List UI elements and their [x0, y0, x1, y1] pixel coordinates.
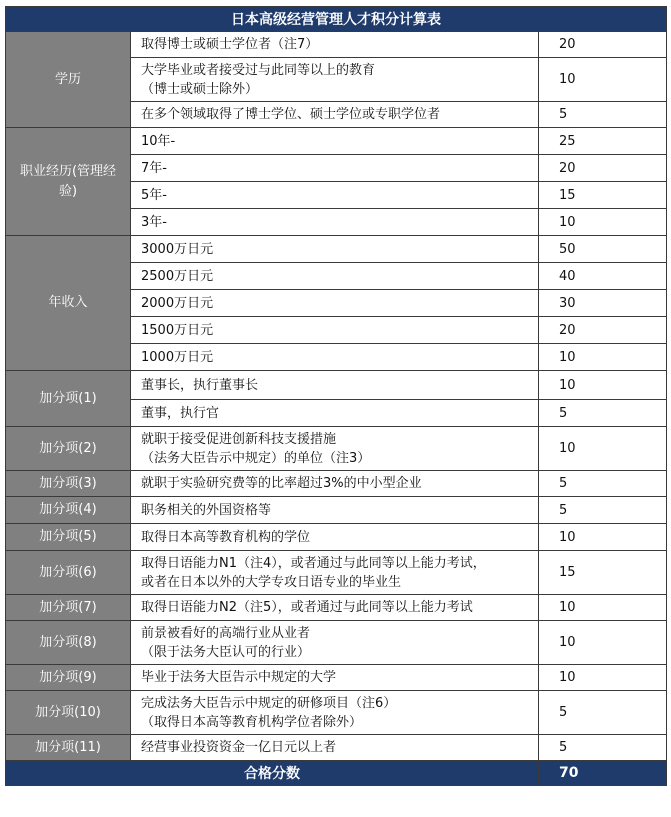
passing-score-row	[6, 761, 667, 786]
points-cell: 10	[539, 595, 667, 621]
criterion-cell	[131, 691, 539, 735]
criterion-text: 取得博士或硕士学位者（注7）	[141, 37, 319, 52]
criterion-cell	[131, 317, 539, 344]
points-cell: 20	[539, 155, 667, 182]
criterion-text: 3000万日元	[141, 241, 214, 257]
criterion-text: （取得日本高等教育机构学位者除外）	[141, 714, 363, 730]
criterion-text: 董事长，执行董事长	[141, 377, 259, 393]
criterion-cell	[131, 497, 539, 524]
points-cell: 10	[539, 427, 667, 471]
criterion-text: 就职于接受促进创新科技支援措施	[141, 431, 337, 447]
criterion-cell	[131, 155, 539, 182]
criterion-cell	[131, 665, 539, 691]
points-cell: 10	[539, 621, 667, 665]
category-cell: 加分项(7)	[6, 595, 131, 621]
criterion-cell	[131, 102, 539, 128]
criterion-cell	[131, 182, 539, 209]
points-table-container	[5, 6, 666, 812]
points-cell: 10	[539, 665, 667, 691]
criterion-cell	[131, 524, 539, 551]
points-cell: 5	[539, 400, 667, 427]
criterion-text: 5年-	[141, 187, 167, 203]
points-cell: 10	[539, 371, 667, 400]
criterion-text: 经营事业投资资金一亿日元以上者	[141, 740, 337, 755]
criterion-cell	[131, 263, 539, 290]
category-cell: 加分项(5)	[6, 524, 131, 551]
points-cell: 30	[539, 290, 667, 317]
criterion-cell	[131, 32, 539, 58]
table-row	[6, 665, 667, 691]
criterion-text: （博士或硕士除外）	[141, 81, 259, 97]
points-cell: 15	[539, 551, 667, 595]
criterion-text: 1000万日元	[141, 349, 214, 365]
criterion-text: 10年-	[141, 133, 176, 149]
category-cell: 学历	[6, 32, 131, 128]
table-row	[6, 524, 667, 551]
passing-score-label: 合格分数	[6, 761, 539, 786]
points-cell: 20	[539, 32, 667, 58]
points-cell: 5	[539, 471, 667, 497]
criterion-text: 7年-	[141, 160, 167, 176]
points-cell: 50	[539, 236, 667, 263]
category-cell: 加分项(4)	[6, 497, 131, 524]
table-row	[6, 497, 667, 524]
points-cell: 10	[539, 209, 667, 236]
criterion-cell	[131, 128, 539, 155]
criterion-cell	[131, 735, 539, 761]
points-cell: 5	[539, 102, 667, 128]
category-cell: 加分项(6)	[6, 551, 131, 595]
criterion-cell	[131, 471, 539, 497]
points-cell: 10	[539, 524, 667, 551]
category-cell: 加分项(2)	[6, 427, 131, 471]
criterion-cell	[131, 427, 539, 471]
criterion-text: 3年-	[141, 214, 167, 230]
table-row	[6, 621, 667, 665]
criterion-text: 取得日本高等教育机构的学位	[141, 529, 311, 545]
points-table	[5, 6, 667, 786]
criterion-cell	[131, 621, 539, 665]
points-cell: 5	[539, 497, 667, 524]
category-cell: 加分项(10)	[6, 691, 131, 735]
category-cell: 加分项(3)	[6, 471, 131, 497]
points-cell: 10	[539, 58, 667, 102]
points-cell: 5	[539, 691, 667, 735]
points-cell: 5	[539, 735, 667, 761]
criterion-text: 前景被看好的高端行业从业者	[141, 625, 311, 641]
criterion-text: 在多个领域取得了博士学位、硕士学位或专职学位者	[141, 107, 441, 122]
table-row	[6, 595, 667, 621]
criterion-cell	[131, 290, 539, 317]
criterion-cell	[131, 551, 539, 595]
criterion-cell	[131, 344, 539, 371]
criterion-text: 取得日语能力N1（注4），或者通过与此同等以上能力考试，	[141, 555, 486, 571]
criterion-text: 1500万日元	[141, 322, 214, 338]
criterion-text: 2500万日元	[141, 268, 214, 284]
points-cell: 25	[539, 128, 667, 155]
criterion-text: 或者在日本以外的大学专攻日语专业的毕业生	[141, 574, 402, 590]
criterion-text: （限于法务大臣认可的行业）	[141, 644, 311, 660]
criterion-text: （法务大臣告示中规定）的单位（注3）	[141, 450, 371, 466]
table-title-row	[6, 7, 667, 32]
passing-score-value: 70	[539, 761, 667, 786]
criterion-text: 董事，执行官	[141, 405, 220, 421]
criterion-cell	[131, 209, 539, 236]
category-cell: 加分项(11)	[6, 735, 131, 761]
table-row	[6, 236, 667, 263]
criterion-cell	[131, 595, 539, 621]
criterion-text: 毕业于法务大臣告示中规定的大学	[141, 670, 337, 685]
table-row	[6, 735, 667, 761]
table-row	[6, 427, 667, 471]
criterion-text: 2000万日元	[141, 295, 214, 311]
criterion-text: 大学毕业或者接受过与此同等以上的教育	[141, 62, 376, 78]
criterion-text: 完成法务大臣告示中规定的研修项目（注6）	[141, 695, 397, 711]
table-row	[6, 471, 667, 497]
table-title: 日本高级经营管理人才积分计算表	[6, 7, 667, 32]
category-cell: 加分项(1)	[6, 371, 131, 427]
criterion-text: 就职于实验研究费等的比率超过3%的中小型企业	[141, 476, 422, 491]
points-cell: 10	[539, 344, 667, 371]
criterion-text: 职务相关的外国资格等	[141, 502, 272, 518]
table-row	[6, 128, 667, 155]
criterion-cell	[131, 371, 539, 400]
table-row	[6, 371, 667, 400]
criterion-cell	[131, 400, 539, 427]
category-cell: 加分项(9)	[6, 665, 131, 691]
points-cell: 15	[539, 182, 667, 209]
criterion-text: 取得日语能力N2（注5），或者通过与此同等以上能力考试	[141, 600, 473, 615]
category-cell: 加分项(8)	[6, 621, 131, 665]
category-cell: 年收入	[6, 236, 131, 371]
table-row	[6, 691, 667, 735]
points-cell: 40	[539, 263, 667, 290]
table-row	[6, 551, 667, 595]
category-cell: 职业经历(管理经验)	[6, 128, 131, 236]
points-cell: 20	[539, 317, 667, 344]
criterion-cell	[131, 236, 539, 263]
criterion-cell	[131, 58, 539, 102]
table-row	[6, 32, 667, 58]
